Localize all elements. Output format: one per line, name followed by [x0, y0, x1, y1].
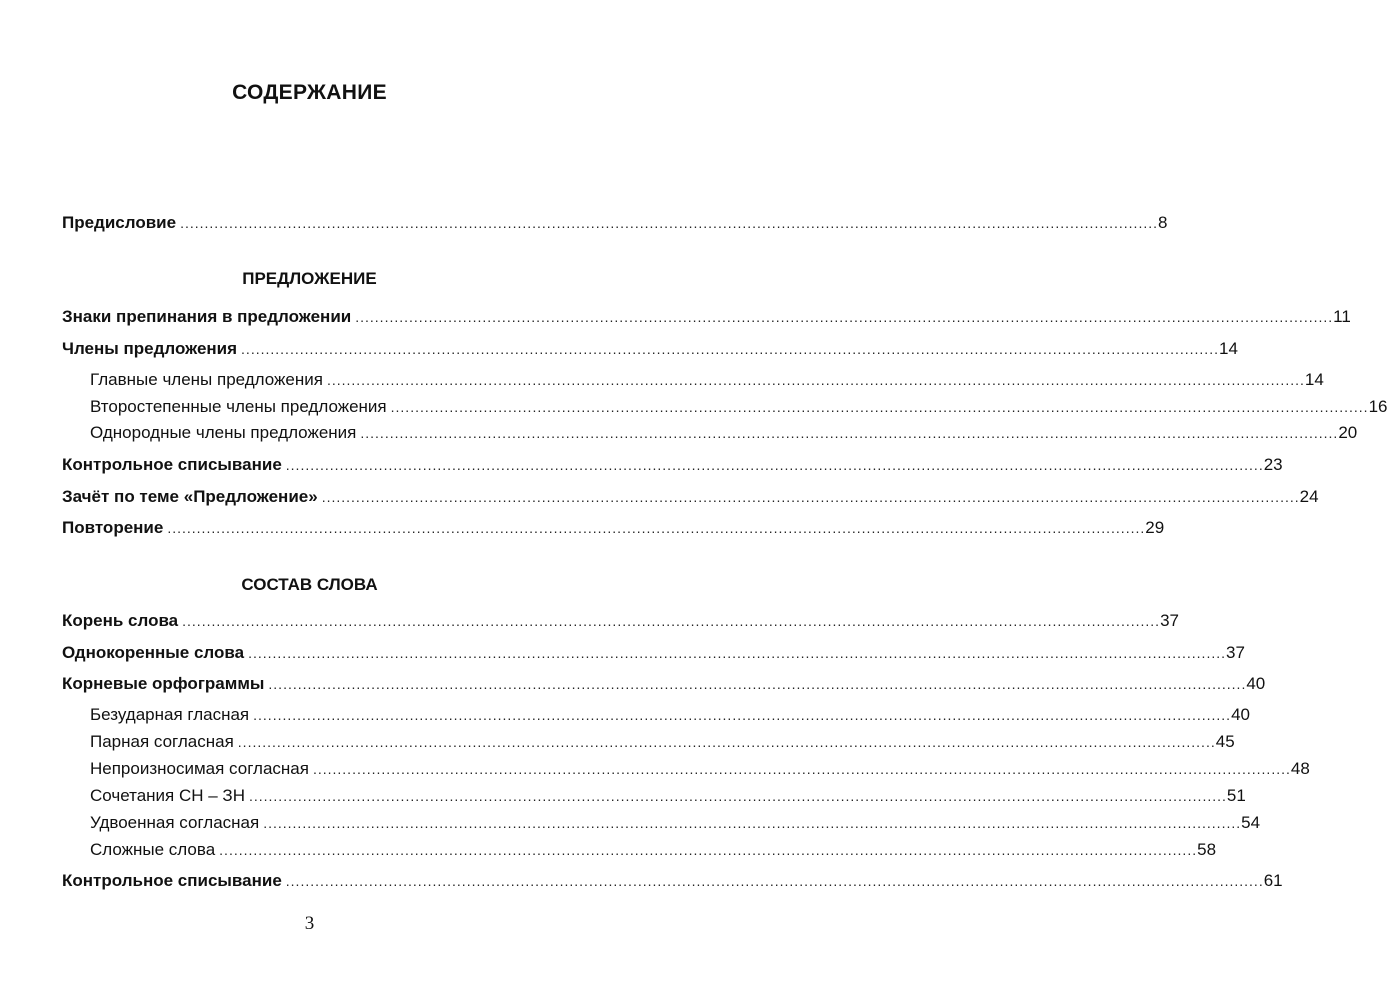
toc-entry[interactable]: [62, 339, 1238, 363]
toc-entry-page: 29: [1145, 518, 1165, 537]
dot-leader: ........................................................................................................................................................................................................: [182, 613, 1161, 629]
toc-entry-page: 8: [1158, 213, 1168, 232]
toc-entry-label: Знаки препинания в предложении: [62, 307, 352, 326]
toc-entry[interactable]: [62, 518, 1165, 542]
toc-entry[interactable]: [62, 611, 1179, 635]
toc-entry-page: 11: [1333, 307, 1351, 326]
toc-entry-label: Сочетания СН – ЗН: [90, 786, 245, 805]
dot-leader: ........................................................................................................................................................................................................: [167, 520, 1146, 536]
toc-entry-page: 14: [1304, 370, 1324, 389]
dot-leader: ........................................................................................................................................................................................................: [326, 372, 1305, 388]
toc-entry-page: 40: [1231, 705, 1250, 724]
toc-subentry[interactable]: [90, 840, 1217, 864]
toc-entry-page: 54: [1241, 813, 1261, 832]
toc-subentry[interactable]: [90, 370, 1324, 394]
toc-subentry[interactable]: [90, 397, 1388, 421]
toc-entry-page: 37: [1226, 643, 1245, 662]
toc-entry-page: 20: [1338, 423, 1358, 442]
toc-entry-label: Безударная гласная: [90, 705, 250, 724]
toc-entry-page: 40: [1246, 674, 1266, 693]
toc-entry-label: Повторение: [62, 518, 164, 537]
toc-subentry[interactable]: [90, 423, 1358, 447]
toc-entry-label: Корень слова: [62, 611, 179, 630]
toc-entry-label: Непроизносимая согласная: [90, 759, 309, 778]
toc-entry-page: 16: [1368, 397, 1388, 416]
dot-leader: ........................................................................................................................................................................................................: [241, 341, 1219, 357]
toc-subentry[interactable]: [90, 705, 1250, 729]
toc-entry[interactable]: [62, 487, 1319, 511]
toc-entry-label: Однокоренные слова: [62, 643, 245, 662]
toc-subentry[interactable]: [90, 813, 1261, 837]
toc-entry-label: Корневые орфограммы: [62, 674, 265, 693]
dot-leader: ........................................................................................................................................................................................................: [180, 215, 1159, 231]
toc-entry-label: Члены предложения: [62, 339, 238, 358]
toc-entry-label: Зачёт по теме «Предложение»: [62, 487, 318, 506]
toc-subentry[interactable]: [90, 786, 1246, 810]
toc-entry-page: 45: [1215, 732, 1235, 751]
dot-leader: ........................................................................................................................................................................................................: [360, 425, 1339, 441]
dot-leader: ........................................................................................................................................................................................................: [285, 873, 1264, 889]
toc-entry-preface[interactable]: [62, 213, 1168, 237]
section-heading-word-structure: СОСТАВ СЛОВА: [241, 575, 378, 594]
dot-leader: ........................................................................................................................................................................................................: [248, 645, 1227, 661]
toc-entry-label: Предисловие: [62, 213, 177, 232]
toc-entry[interactable]: [62, 674, 1266, 698]
dot-leader: ........................................................................................................................................................................................................: [253, 707, 1232, 723]
toc-entry-page: 58: [1197, 840, 1217, 859]
toc-entry-page: 51: [1226, 786, 1246, 805]
toc-subentry[interactable]: [90, 759, 1310, 783]
dot-leader: ........................................................................................................................................................................................................: [263, 815, 1242, 831]
toc-entry-page: 61: [1263, 871, 1283, 890]
toc-entry-page: 23: [1263, 455, 1283, 474]
toc-entry-label: Контрольное списывание: [62, 455, 282, 474]
dot-leader: ........................................................................................................................................................................................................: [219, 842, 1198, 858]
page-title: СОДЕРЖАНИЕ: [232, 81, 387, 104]
toc-entry-label: Однородные члены предложения: [90, 423, 357, 442]
page-number: 3: [304, 913, 315, 934]
toc-entry-label: Удвоенная согласная: [90, 813, 260, 832]
dot-leader: ........................................................................................................................................................................................................: [321, 489, 1300, 505]
toc-subentry[interactable]: [90, 732, 1235, 756]
toc-entry[interactable]: [62, 643, 1245, 667]
toc-entry-page: 48: [1290, 759, 1310, 778]
dot-leader: ........................................................................................................................................................................................................: [390, 399, 1369, 415]
dot-leader: ........................................................................................................................................................................................................: [268, 676, 1247, 692]
dot-leader: ........................................................................................................................................................................................................: [355, 309, 1334, 325]
toc-entry[interactable]: [62, 455, 1283, 479]
toc-entry-page: 37: [1160, 611, 1179, 630]
toc-entry-page: 14: [1218, 339, 1238, 358]
dot-leader: ........................................................................................................................................................................................................: [285, 457, 1264, 473]
toc-entry[interactable]: [62, 871, 1283, 895]
toc-entry-label: Контрольное списывание: [62, 871, 282, 890]
toc-entry-page: 24: [1299, 487, 1319, 506]
toc-entry-label: Парная согласная: [90, 732, 234, 751]
dot-leader: ........................................................................................................................................................................................................: [248, 788, 1227, 804]
toc-entry-label: Сложные слова: [90, 840, 216, 859]
dot-leader: ........................................................................................................................................................................................................: [237, 734, 1216, 750]
toc-entry-label: Второстепенные члены предложения: [90, 397, 387, 416]
toc-entry[interactable]: [62, 307, 1351, 331]
toc-entry-label: Главные члены предложения: [90, 370, 323, 389]
section-heading-sentence: ПРЕДЛОЖЕНИЕ: [242, 269, 377, 288]
dot-leader: ........................................................................................................................................................................................................: [312, 761, 1291, 777]
